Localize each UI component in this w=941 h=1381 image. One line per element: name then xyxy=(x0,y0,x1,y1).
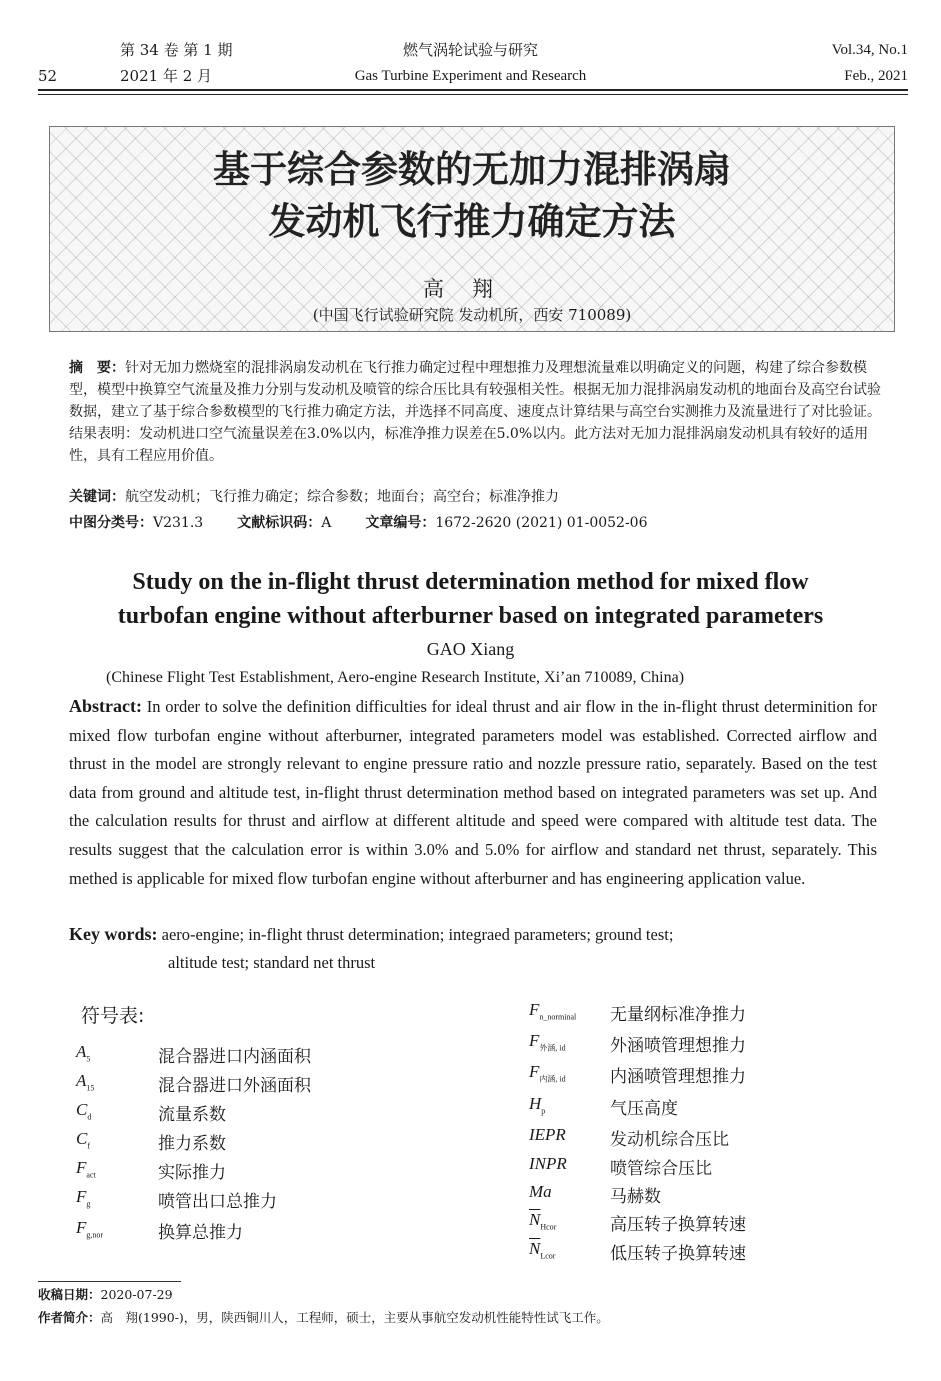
classification-row xyxy=(69,512,648,532)
symbol: $C_d$ xyxy=(76,1100,92,1122)
title-en-line2: turbofan engine without afterburner based on integrated parameters xyxy=(117,603,824,629)
author-bio: 作者简介：高 翔(1990-)，男，陕西铜川人，工程师，硕士，主要从事航空发动机性能特性试飞工作。 xyxy=(38,1310,609,1325)
keywords-en-line1 xyxy=(69,924,673,945)
article-no-value: 1672-2620 (2021) 01-0052-06 xyxy=(435,515,648,531)
symbol: $F_{外涵, id}$ xyxy=(529,1031,566,1053)
symbol: $H_p$ xyxy=(529,1094,546,1116)
symbol: $F_{g,nor}$ xyxy=(76,1218,104,1240)
keywords-en-line2: altitude test; standard net thrust xyxy=(168,953,376,972)
symbol: Ma xyxy=(529,1182,552,1201)
abstract-cn-label: 摘 要： xyxy=(69,360,125,376)
symbol-desc: 外涵喷管理想推力 xyxy=(610,1036,746,1056)
symbol-desc: 无量纲标准净推力 xyxy=(610,1005,746,1025)
abstract-cn xyxy=(69,357,881,467)
symbol-desc: 推力系数 xyxy=(158,1134,226,1154)
symbol-desc: 内涵喷管理想推力 xyxy=(610,1067,746,1087)
symbol: $\overline{N}_{Hcor}$ xyxy=(529,1210,557,1232)
doc-code-label: 文献标识码： xyxy=(237,515,322,531)
date-en: Feb., 2021 xyxy=(844,68,908,84)
header-rule-thick xyxy=(38,89,908,91)
symbol-desc: 混合器进口内涵面积 xyxy=(158,1047,311,1067)
symbols-heading: 符号表: xyxy=(81,1005,145,1027)
journal-name-en: Gas Turbine Experiment and Research xyxy=(354,68,587,84)
class-label: 中图分类号： xyxy=(69,515,153,531)
symbol: $\overline{N}_{Lcor}$ xyxy=(529,1239,556,1261)
keywords-cn-text: 航空发动机；飞行推力确定；综合参数；地面台；高空台；标准净推力 xyxy=(125,489,559,505)
keywords-en-text1: aero-engine; in-flight thrust determination; integraed parameters; ground test; xyxy=(157,925,674,944)
received-date: 收稿日期：2020-07-29 xyxy=(38,1287,173,1302)
symbol-desc: 喷管综合压比 xyxy=(610,1159,712,1179)
title-box xyxy=(49,126,895,332)
symbol-desc: 喷管出口总推力 xyxy=(158,1192,277,1212)
class-value: V231.3 xyxy=(153,515,204,531)
symbol-desc: 换算总推力 xyxy=(158,1223,243,1243)
symbol: $A_{15}$ xyxy=(76,1071,95,1093)
title-cn-line2: 发动机飞行推力确定方法 xyxy=(268,200,676,243)
symbol-desc: 实际推力 xyxy=(158,1163,226,1183)
symbol: $C_f$ xyxy=(76,1129,91,1151)
author-en: GAO Xiang xyxy=(426,639,515,659)
title-en-line1: Study on the in-flight thrust determination method for mixed flow xyxy=(132,569,809,595)
title-cn-line1: 基于综合参数的无加力混排涡扇 xyxy=(213,148,731,191)
keywords-cn-label: 关键词： xyxy=(69,489,125,505)
header-rule-thin xyxy=(38,94,908,95)
volume-en: Vol.34, No.1 xyxy=(831,42,908,58)
symbol-desc: 流量系数 xyxy=(158,1105,226,1125)
symbol-desc: 低压转子换算转速 xyxy=(610,1244,746,1264)
symbol-desc: 发动机综合压比 xyxy=(610,1130,729,1150)
keywords-en-label: Key words: xyxy=(69,924,158,944)
keywords-cn xyxy=(69,486,881,508)
symbol: $F_{act}$ xyxy=(76,1158,96,1180)
symbol-desc: 高压转子换算转速 xyxy=(610,1215,746,1235)
affiliation-cn: (中国飞行试验研究院 发动机所，西安 710089) xyxy=(312,306,632,324)
abstract-en xyxy=(69,692,877,893)
page-number: 52 xyxy=(38,67,58,85)
date-cn: 2021 年 2 月 xyxy=(120,67,213,85)
symbol: $F_{内涵, id}$ xyxy=(529,1062,566,1084)
symbol-desc: 混合器进口外涵面积 xyxy=(158,1076,311,1096)
symbol: $A_5$ xyxy=(76,1042,91,1064)
abstract-en-text: In order to solve the definition difficulties for ideal thrust and air flow in the in-flight thrust determinition for mixed flow turbofan engine without afterburner, integrated parameters model was established. Corrected airflow and thrust in the model are strongly relevant to engine pressure ratio and nozzle pressure ratio, separately. Based on the test data from ground and altitude test, in-flight thrust determination method based on integrated parameters was set up. And the calculation results for thrust and airflow at different altitude and speed were compared with altitude test data. The results suggest that the calculation error is within 3.0% and 5.0% for airflow and standard net thrust, separately. This methed is applicable for mixed flow turbofan engine without afterburner and has engineering application value. xyxy=(69,697,877,888)
article-no-label: 文章编号： xyxy=(365,515,436,531)
symbol: $F_g$ xyxy=(76,1187,91,1209)
symbol: $F_{n\_norminal}$ xyxy=(529,1000,577,1022)
affiliation-en: (Chinese Flight Test Establishment, Aero-engine Research Institute, Xi’an 710089, China) xyxy=(106,669,685,686)
author-cn: 高翔 xyxy=(423,277,521,301)
issue-cn: 第 34 卷 第 1 期 xyxy=(120,41,233,59)
symbol: IEPR xyxy=(529,1125,566,1144)
abstract-cn-text: 针对无加力燃烧室的混排涡扇发动机在飞行推力确定过程中理想推力及理想流量难以明确定义的问题，构建了综合参数模型，模型中换算空气流量及推力分别与发动机及喷管的综合压比具有较强相关性。根据无加力混排涡扇发动机的地面台及高空台试验数据，建立了基于综合参数模型的飞行推力确定方法，并选择不同高度、速度点计算结果与高空台实测推力及流量进行了对比验证。结果表明：发动机进口空气流量误差在3.0%以内，标准净推力误差在5.0%以内。此方法对无加力混排涡扇发动机具有较好的适用性，具有工程应用价值。 xyxy=(69,360,881,464)
symbol-desc: 气压高度 xyxy=(610,1099,678,1119)
footnote-rule xyxy=(38,1281,181,1282)
journal-name-cn: 燃气涡轮试验与研究 xyxy=(402,41,538,59)
doc-code-value: A xyxy=(321,515,332,531)
symbol-desc: 马赫数 xyxy=(610,1187,661,1207)
abstract-en-label: Abstract: xyxy=(69,696,142,716)
symbol: INPR xyxy=(529,1154,567,1173)
